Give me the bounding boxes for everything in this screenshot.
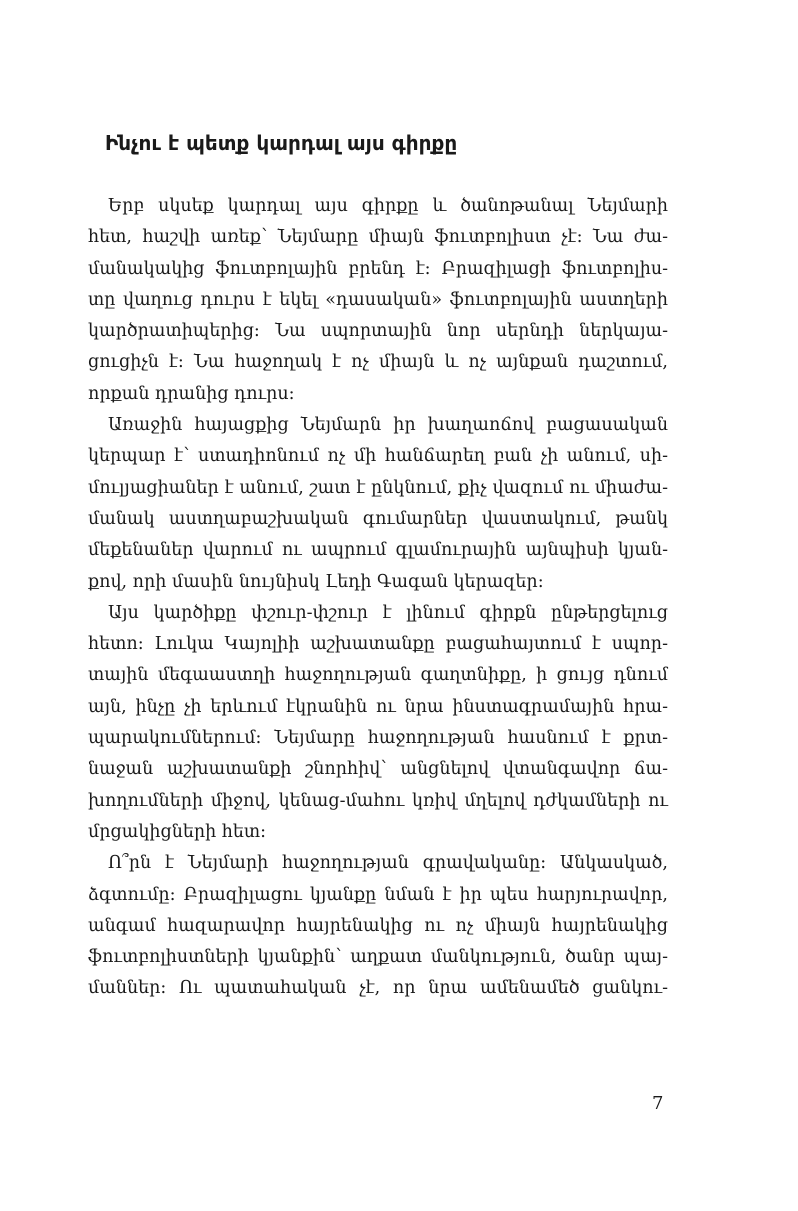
text-line: անգամ հազարավոր հայրենակից ու ոչ միայն հայրենակից	[88, 915, 668, 936]
paragraph	[88, 598, 668, 848]
text-line: ֆուտբոլիստների կյանքին՝ աղքատ մանկություն, ծանր պայ-	[88, 947, 668, 968]
text-line: քով, որի մասին նույնիսկ Լեդի Գագան կերազեր:	[88, 571, 544, 592]
text-line: տային մեգաաստղի հաջողության գաղտնիքը, ի ցույց դնում	[88, 665, 668, 686]
text-line: մեքենաներ վարում ու ապրում գլամուրային այնպիսի կյան-	[88, 540, 668, 561]
text-line: մաններ: Ու պատահական չէ, որ նրա ամենամեծ ցանկու-	[88, 978, 668, 999]
text-line: մրցակիցների հետ:	[88, 821, 267, 842]
text-line: խողումների միջով, կենաց-մահու կռիվ մղելով դժկամների ու	[88, 790, 668, 811]
text-line: կերպար է՝ ստադիոնում ոչ մի հանճարեղ բան չի անում, սի-	[88, 446, 668, 467]
text-line: կարծրատիպերից: Նա սպորտային նոր սերնդի ներկայա-	[88, 321, 668, 342]
paragraph	[88, 848, 668, 1004]
text-line: ցուցիչն է: Նա հաջողակ է ոչ միայն և ոչ այնքան դաշտում,	[88, 352, 668, 373]
chapter-heading: Ինչու է պետք կարդալ այս գիրքը	[105, 131, 458, 155]
text-line: Այս կարծիքը փշուր-փշուր է լինում գիրքն ընթերցելուց	[108, 602, 668, 623]
body-text	[88, 191, 668, 1005]
text-line: Ո՞րն է Նեյմարի հաջողության գրավականը: Անկասկած,	[108, 853, 668, 874]
text-line: այն, ինչը չի երևում էկրանին ու նրա ինստագրամային հրա-	[88, 696, 668, 717]
text-line: ձգտումը: Բրազիլացու կյանքը նման է իր պես հարյուրավոր,	[88, 884, 668, 905]
text-line: մուլյացիաներ է անում, շատ է ընկնում, քիչ վազում ու միաժա-	[88, 477, 668, 498]
paragraph	[88, 191, 668, 410]
text-line: որքան դրանից դուրս:	[88, 383, 295, 404]
text-line: նաջան աշխատանքի շնորհիվ՝ անցնելով վտանգավոր ճա-	[88, 759, 668, 780]
page-number: 7	[652, 1093, 664, 1114]
paragraph	[88, 410, 668, 598]
text-line: հետ, հաշվի առեք՝ Նեյմարը միայն ֆուտբոլիստ չէ: Նա ժա-	[88, 227, 668, 248]
text-line: Երբ սկսեք կարդալ այս գիրքը և ծանոթանալ Նեյմարի	[108, 196, 668, 216]
text-line: հետո: Լուկա Կայոլիի աշխատանքը բացահայտում է սպոր-	[88, 634, 668, 655]
text-line: տը վաղուց դուրս է եկել «դասական» ֆուտբոլային աստղերի	[88, 289, 668, 310]
text-line: մանակ աստղաբաշխական գումարներ վաստակում, թանկ	[88, 508, 668, 529]
text-line: Առաջին հայացքից Նեյմարն իր խաղաոճով բացասական	[108, 415, 668, 436]
text-line: պարակումներում: Նեյմարը հաջողության հասնում է քրտ-	[88, 728, 668, 749]
text-line: մանակակից ֆուտբոլային բրենդ է: Բրազիլացի ֆուտբոլիս-	[88, 258, 668, 279]
